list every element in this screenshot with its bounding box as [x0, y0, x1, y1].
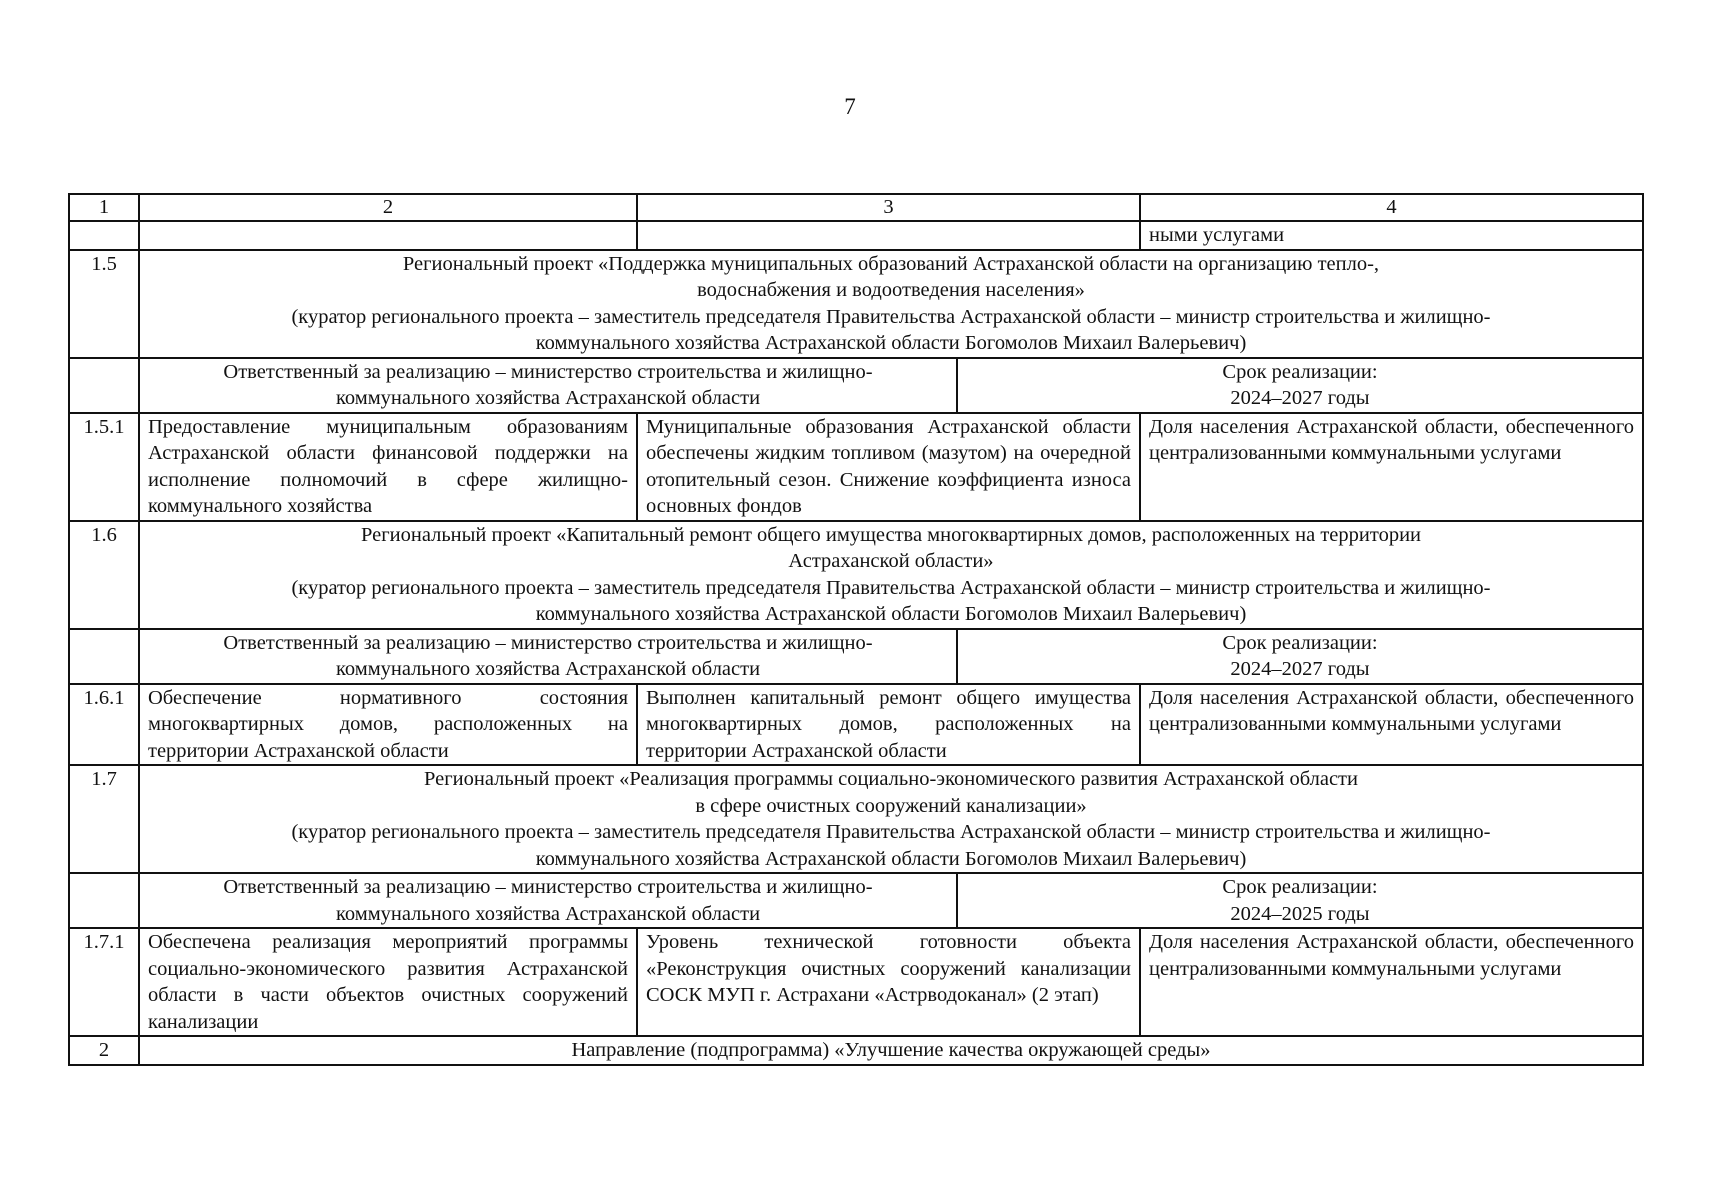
row-number: 1.7.1	[69, 928, 139, 1036]
term-value: 2024–2027 годы	[1230, 387, 1370, 409]
item-row-1-6-1	[69, 684, 1643, 766]
term-label: Срок реализации:	[1222, 360, 1378, 383]
direction-row-2	[69, 1036, 1643, 1065]
task-cell: Обеспечена реализация мероприятий программы социально-экономического развития Астраханской области в части объектов очистных сооружений канализации	[139, 928, 637, 1036]
empty-num-cell	[69, 629, 139, 684]
responsible-line: коммунального хозяйства Астраханской области	[335, 902, 761, 925]
responsible-cell	[139, 629, 957, 684]
continuation-col4-cell: ными услугами	[1140, 221, 1643, 250]
continuation-col2-cell	[139, 221, 637, 250]
term-label: Срок реализации:	[1222, 876, 1378, 898]
term-value: 2024–2027 годы	[1230, 658, 1370, 680]
header-col-1: 1	[69, 194, 139, 221]
responsible-line: Ответственный за реализацию – министерство строительства и жилищно-	[223, 631, 873, 654]
indicator-cell: Доля населения Астраханской области, обеспеченного централизованными коммунальными услугами	[1140, 928, 1643, 1036]
responsible-row-1-6	[69, 629, 1643, 684]
term-cell	[957, 629, 1643, 684]
term-cell	[957, 873, 1643, 928]
result-cell: Муниципальные образования Астраханской области обеспечены жидким топливом (мазутом) на очередной отопительный сезон. Снижение коэффициента износа основных фондов	[637, 413, 1140, 521]
continuation-col3-cell	[637, 221, 1140, 250]
project-title-cell	[139, 250, 1643, 358]
project-row-1-5	[69, 250, 1643, 358]
project-curator-line: коммунального хозяйства Астраханской области Богомолов Михаил Валерьевич)	[535, 332, 1247, 354]
project-curator-line: коммунального хозяйства Астраханской области Богомолов Михаил Валерьевич)	[535, 603, 1247, 625]
row-number: 1.5	[69, 250, 139, 358]
responsible-cell	[139, 873, 957, 928]
header-col-2: 2	[139, 194, 637, 221]
table-header-row	[69, 194, 1643, 221]
responsible-line: Ответственный за реализацию – министерство строительства и жилищно-	[223, 360, 873, 383]
project-title-cell	[139, 521, 1643, 629]
row-number: 1.6	[69, 521, 139, 629]
continuation-num-cell	[69, 221, 139, 250]
project-curator-line: (куратор регионального проекта – заместитель председателя Правительства Астраханской области – министр строительства и жилищно-	[291, 821, 1491, 843]
responsible-cell	[139, 358, 957, 413]
term-cell	[957, 358, 1643, 413]
item-row-1-5-1	[69, 413, 1643, 521]
term-value: 2024–2025 годы	[1230, 902, 1370, 925]
project-title-line: Региональный проект «Реализация программы социально-экономического развития Астраханской области	[424, 768, 1358, 790]
empty-num-cell	[69, 873, 139, 928]
project-curator-line: коммунального хозяйства Астраханской области Богомолов Михаил Валерьевич)	[535, 847, 1247, 870]
indicator-cell: Доля населения Астраханской области, обеспеченного централизованными коммунальными услугами	[1140, 684, 1643, 766]
responsible-row-1-7	[69, 873, 1643, 928]
project-title-line: водоснабжения и водоотведения населения»	[697, 279, 1085, 301]
responsible-line: коммунального хозяйства Астраханской области	[335, 658, 761, 680]
project-row-1-6	[69, 521, 1643, 629]
task-cell: Обеспечение нормативного состояния многоквартирных домов, расположенных на территории Астраханской области	[139, 684, 637, 766]
term-label: Срок реализации:	[1222, 631, 1378, 654]
row-number: 1.7	[69, 765, 139, 873]
project-curator-line: (куратор регионального проекта – заместитель председателя Правительства Астраханской области – министр строительства и жилищно-	[291, 305, 1491, 328]
header-col-4: 4	[1140, 194, 1643, 221]
row-number: 1.5.1	[69, 413, 139, 521]
item-row-1-7-1	[69, 928, 1643, 1036]
row-number: 1.6.1	[69, 684, 139, 766]
project-title-cell	[139, 765, 1643, 873]
indicator-cell: Доля населения Астраханской области, обеспеченного централизованными коммунальными услугами	[1140, 413, 1643, 521]
empty-num-cell	[69, 358, 139, 413]
page-number: 7	[844, 94, 856, 119]
row-number: 2	[69, 1036, 139, 1065]
program-table	[68, 193, 1644, 1066]
project-row-1-7	[69, 765, 1643, 873]
project-title-line: Региональный проект «Капитальный ремонт общего имущества многоквартирных домов, расположенных на территории	[360, 523, 1422, 546]
header-col-3: 3	[637, 194, 1140, 221]
project-title-line: Региональный проект «Поддержка муниципальных образований Астраханской области на организацию тепло-,	[402, 252, 1380, 275]
project-title-line: в сфере очистных сооружений канализации»	[695, 794, 1087, 817]
result-cell: Уровень технической готовности объекта «Реконструкция очистных сооружений канализации СОСК МУП г. Астрахани «Астрводоканал» (2 этап)	[637, 928, 1140, 1036]
continuation-row	[69, 221, 1643, 250]
responsible-row-1-5	[69, 358, 1643, 413]
task-cell: Предоставление муниципальным образованиям Астраханской области финансовой поддержки на исполнение полномочий в сфере жилищно-коммунального хозяйства	[139, 413, 637, 521]
result-cell: Выполнен капитальный ремонт общего имущества многоквартирных домов, расположенных на территории Астраханской области	[637, 684, 1140, 766]
direction-title-cell: Направление (подпрограмма) «Улучшение качества окружающей среды»	[139, 1036, 1643, 1065]
project-curator-line: (куратор регионального проекта – заместитель председателя Правительства Астраханской области – министр строительства и жилищно-	[291, 576, 1491, 599]
responsible-line: коммунального хозяйства Астраханской области	[335, 387, 761, 409]
project-title-line: Астраханской области»	[788, 550, 994, 572]
responsible-line: Ответственный за реализацию – министерство строительства и жилищно-	[223, 876, 873, 898]
